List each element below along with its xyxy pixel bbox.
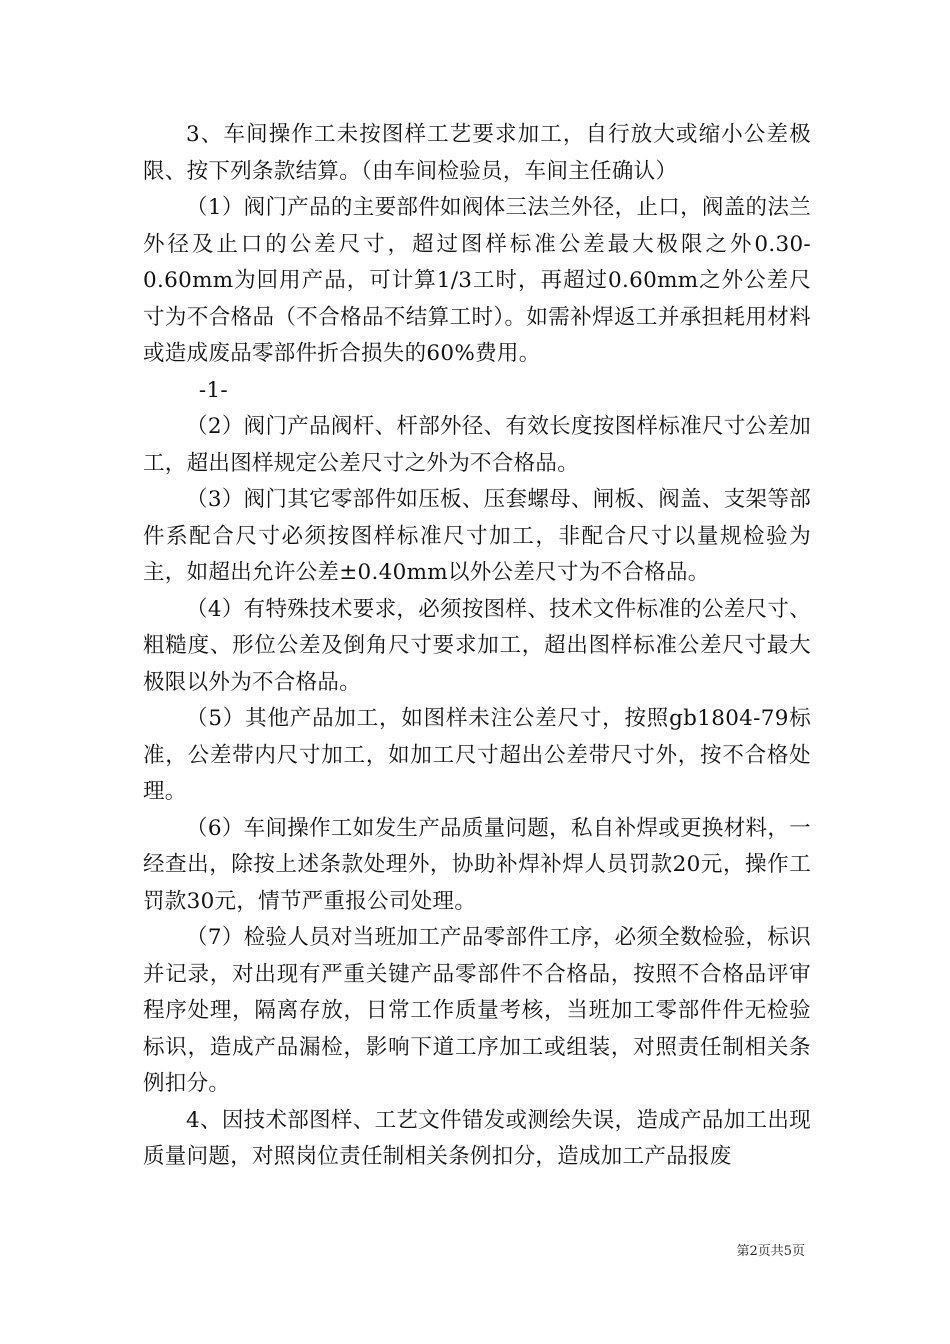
paragraph-item-4: （4）有特殊技术要求，必须按图样、技术文件标准的公差尺寸、粗糙度、形位公差及倒角尺寸要求加工，超出图样标准公差尺寸最大极限以外为不合格品。 [143,596,811,695]
page-marker: -1- [198,377,228,403]
paragraph-item-3: （3）阀门其它零部件如压板、压套螺母、闸板、阀盖、支架等部件系配合尺寸必须按图样标准尺寸加工，非配合尺寸以量规检验为主，如超出允许公差±0.40mm以外公差尺寸为不合格品。 [143,487,811,585]
paragraph-item-2: （2）阀门产品阀杆、杆部外径、有效长度按图样标准尺寸公差加工，超出图样规定公差尺寸之外为不合格品。 [143,414,811,476]
paragraph-section-4: 4、因技术部图样、工艺文件错发或测绘失误，造成产品加工出现质量问题，对照岗位责任制相关条例扣分，造成加工产品报废 [143,1107,811,1169]
paragraph-item-5: （5）其他产品加工，如图样未注公差尺寸，按照gb1804-79标准，公差带内尺寸加工，如加工尺寸超出公差带尺寸外，按不合格处理。 [143,706,811,804]
page-number-footer: 第2页共5页 [736,1244,805,1259]
document-body [143,117,811,1176]
paragraph-section-3: 3、车间操作工未按图样工艺要求加工，自行放大或缩小公差极限、按下列条款结算。（由车间检验员，车间主任确认） [143,122,811,184]
paragraph-item-6: （6）车间操作工如发生产品质量问题，私自补焊或更换材料，一经查出，除按上述条款处理外，协助补焊补焊人员罚款20元，操作工罚款30元，情节严重报公司处理。 [143,815,811,914]
paragraph-item-1: （1）阀门产品的主要部件如阀体三法兰外径，止口，阀盖的法兰外径及止口的公差尺寸，超过图样标准公差最大极限之外0.30-0.60mm为回用产品，可计算1/3工时，再超过0.60mm之外公差尺寸为不合格品（不合格品不结算工时）。如需补焊返工并承担耗用材料或造成废品零部件折合损失的60%费用。 [143,195,811,366]
paragraph-item-7: （7）检验人员对当班加工产品零部件工序，必须全数检验，标识并记录，对出现有严重关键产品零部件不合格品，按照不合格品评审程序处理，隔离存放，日常工作质量考核，当班加工零部件件无检验标识，造成产品漏检，影响下道工序加工或组装，对照责任制相关条例扣分。 [143,925,811,1096]
